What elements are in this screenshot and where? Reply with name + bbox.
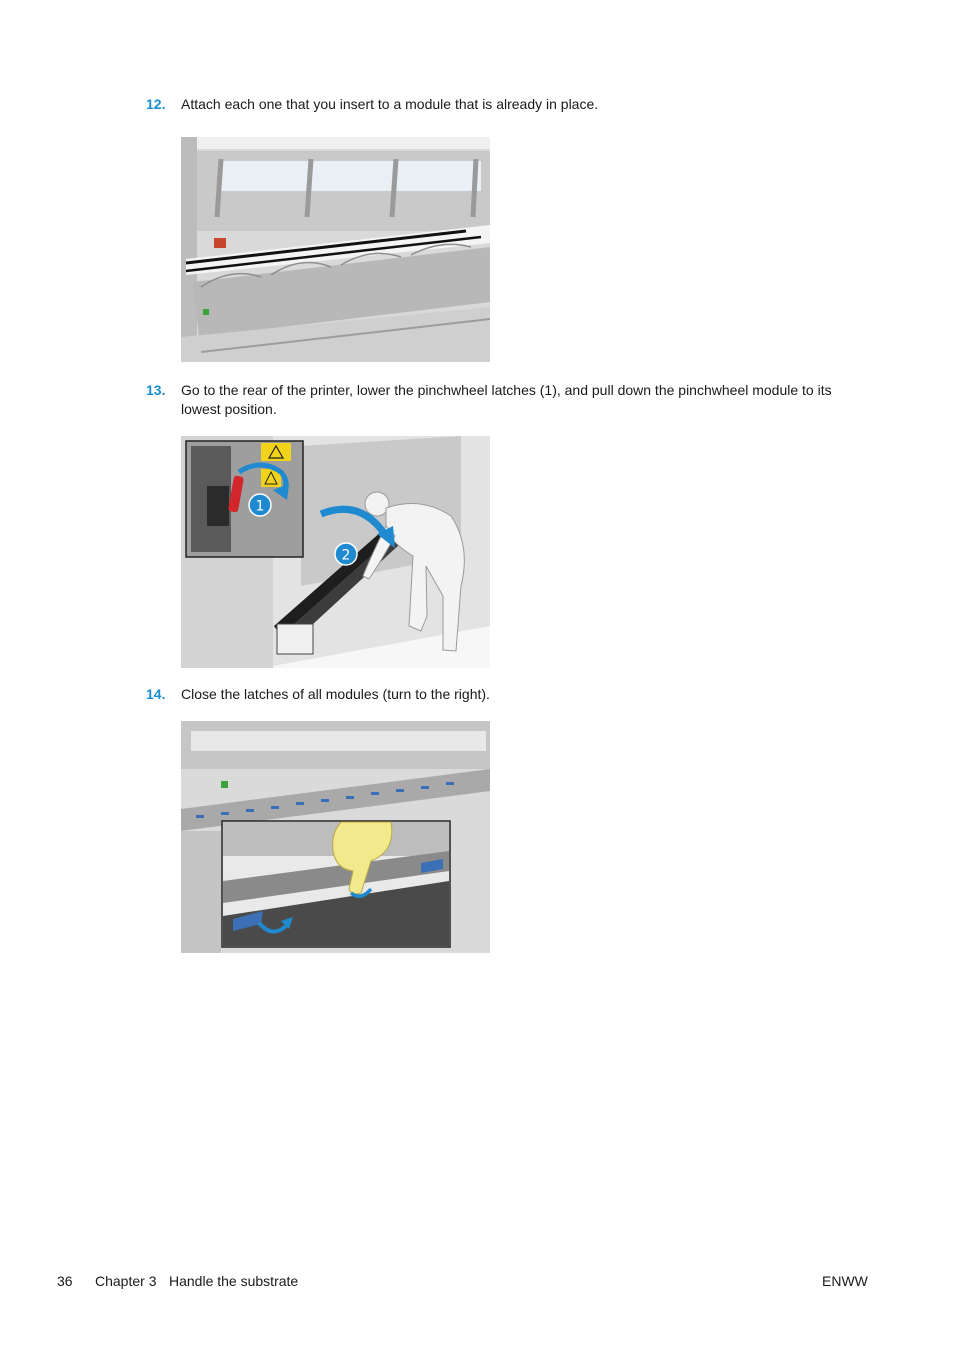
inset-latch-detail [186, 441, 303, 557]
callout-2-label: 2 [341, 547, 351, 564]
footer-section: Handle the substrate [169, 1273, 299, 1289]
step-number: 14. [146, 686, 166, 702]
figure-lower-pinchwheel [181, 436, 490, 668]
step-text: Attach each one that you insert to a module that is already in place. [181, 96, 599, 112]
callout-1-label: 1 [255, 498, 265, 515]
page-number: 36 [57, 1273, 73, 1289]
footer-chapter: Chapter 3 [95, 1273, 157, 1289]
figure-attach-modules [181, 137, 490, 362]
step-text: Go to the rear of the printer, lower the pinchwheel latches (1), and pull down the pinchwheel module to its lowest position. [181, 382, 832, 417]
step-text: Close the latches of all modules (turn to the right). [181, 686, 490, 702]
warning-label-icon [261, 443, 291, 461]
inset-latch-close [222, 821, 450, 947]
callout-1 [249, 494, 271, 516]
footer-locale: ENWW [822, 1273, 868, 1289]
step-number: 12. [146, 96, 166, 112]
step-number: 13. [146, 382, 166, 398]
callout-2 [335, 543, 357, 565]
figure-close-latches [181, 721, 490, 953]
